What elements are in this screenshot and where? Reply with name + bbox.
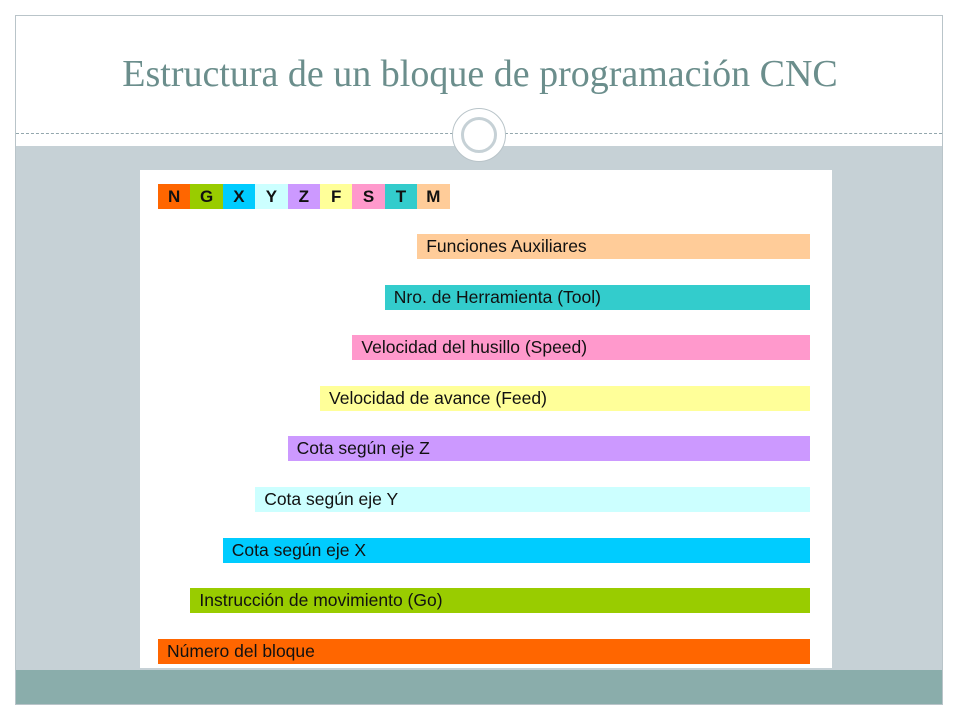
diagram-panel: [140, 170, 832, 668]
block-letter-row: [158, 184, 450, 209]
slide-title: Estructura de un bloque de programación CNC: [122, 53, 838, 95]
circle-ornament-icon: [452, 108, 506, 162]
bar-g: Instrucción de movimiento (Go): [190, 588, 810, 613]
letter-cell-m: M: [417, 184, 449, 209]
bar-z: Cota según eje Z: [288, 436, 810, 461]
bar-t: Nro. de Herramienta (Tool): [385, 285, 810, 310]
letter-cell-f: F: [320, 184, 352, 209]
bar-x: Cota según eje X: [223, 538, 810, 563]
letter-cell-s: S: [352, 184, 384, 209]
footer-band: [16, 670, 942, 704]
circle-ornament-inner: [461, 117, 497, 153]
letter-cell-n: N: [158, 184, 190, 209]
letter-cell-x: X: [223, 184, 255, 209]
letter-cell-g: G: [190, 184, 222, 209]
letter-cell-y: Y: [255, 184, 287, 209]
letter-cell-z: Z: [288, 184, 320, 209]
bar-m: Funciones Auxiliares: [417, 234, 810, 259]
letter-cell-t: T: [385, 184, 417, 209]
bar-f: Velocidad de avance (Feed): [320, 386, 810, 411]
bar-y: Cota según eje Y: [255, 487, 810, 512]
bar-s: Velocidad del husillo (Speed): [352, 335, 810, 360]
bar-n: Número del bloque: [158, 639, 810, 664]
